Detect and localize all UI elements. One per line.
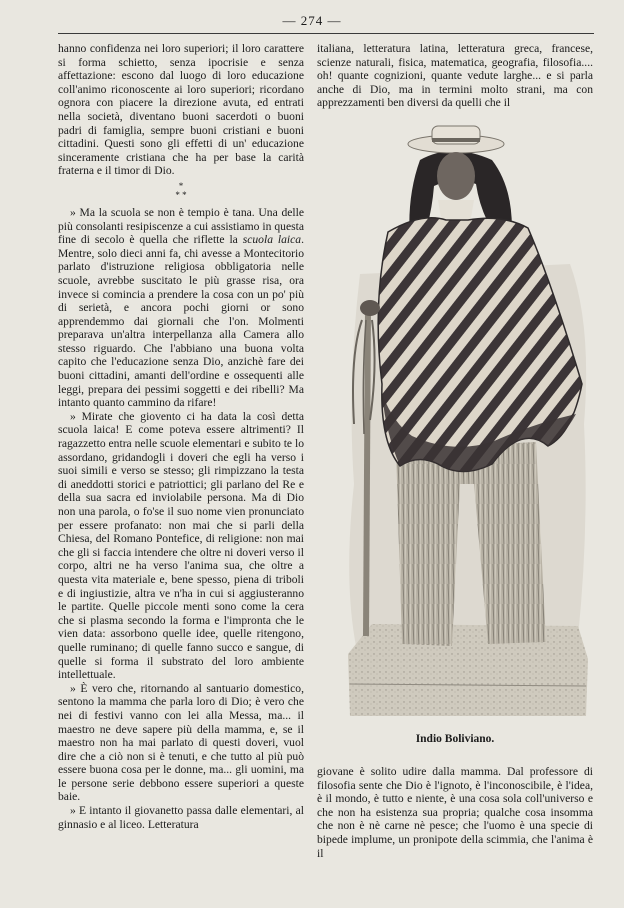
right-column-top: italiana, letteratura latina, letteratura greca, francese, scienze naturali, fisica, matematica, geografia, filosofia.... oh! quante cognizioni, quante vedute larghe... e si parla anche di Dio, ma in termini molto strani, ma con apprezzamenti ben diversi da quelli che il: [317, 42, 593, 110]
paragraph-2-start: » Ma la scuola se non è tempio è tana. Una delle più consolanti resipiscenze a cui assistiamo in questa fine di secolo è quella che riflette la: [58, 205, 304, 247]
paragraph-4: » È vero che, ritornando al santuario domestico, sentono la mamma che parla loro di Dio; è vero che nei di festivi vanno con lei alla Messa, ma... il maestro ne deve sapere più della mamma, e, se il maestro non ha mai parlato di questi doveri, vuol dire che a ciò non si è tenuti, e che tutto al più può essere buona cosa per le donne, ma... gli uomini, ma le persone serie debbono essere superiori a queste baie.: [58, 681, 304, 804]
header-rule: [58, 33, 594, 34]
paragraph-3: » Mirate che giovento ci ha data la così detta scuola laica! E come poteva essere altrimenti? Il ragazzetto entra nelle scuole elementari e subito te lo assordano, gridandogli i doveri che egli ha verso i suoi simili e verso se stesso; gli rimpizzano la testa di aneddotti storici e patriottici; gli parlano del Re e della sua sacra ed inviolabile persona. Ma di Dio non una parola, o fo'se il suo nome vien pronunciato per essere profanato: non mai che si parli della Chiesa, del Romano Pontefice, di religione: non mai che gli si faccia intendere che oltre ni doveri verso il corpo, altri ne ha verso l'anima sua, che oltre a questa vita materiale e, bene spesso, piena di triboli e di ingiustizie, altra ve n'ha in cui si aggiusteranno le partite. Quelle piccole menti sono come la cera che si plasma secondo la forma e l'impronta che le vien data: assorbono quelle idee, quelle ritengono, quelle ruminano; di quelle fanno succo e sangue, di quelle si forma il substrato del loro ambiente intellettuale.: [58, 409, 304, 682]
photo-caption: Indio Boliviano.: [415, 733, 495, 745]
section-separator: * * *: [175, 180, 187, 200]
paragraph-2: [58, 206, 304, 410]
right-column-bottom: giovane è solito udire dalla mamma. Dal professore di filosofia sente che Dio è l'ignoto, è l'inconoscibile, è l'idea, è il mondo, è tutto e niente, è una cosa sola coll'universo e che non ha esistenza sua propria; qualche cosa insomma che non è nè carne nè pesce; che l'uomo è una specie di bipede implume, un pronipote della scimmia, che l'anima è il: [317, 765, 593, 860]
photo-indio-boliviano: [342, 124, 592, 716]
paragraph-1: hanno confidenza nei loro superiori; il loro carattere si forma schietto, senza ipocrisie e senza affettazione: escono dal luogo di loro educazione coll'animo riconoscente ai loro superiori; ricordano ognora con piacere la direzione avuta, ed entrati nella società, diventano buoni sacerdoti o buoni padri di famiglia, sempre buoni cristiani e buoni cittadini. Questi sono gli effetti di un' educazione sinceramente cristiana che ha per base la carità fraterna e il timor di Dio.: [58, 42, 304, 178]
page-number: — 274 —: [282, 13, 342, 28]
paragraph-2-end: . Mentre, solo dieci anni fa, chi avesse a Montecitorio parlato d'istruzione religiosa obbligatoria nelle scuole, avrebbe suscitato le più grasse risa, ora invece si comincia a prendere la cosa con un po' più di serietà, e ancora pochi giorni or sono apprendemmo dai giornali che l'on. Molmenti preparava un'altra interpellanza alla Camera allo stesso riguardo. Che l'abbiano una buona volta capito che l'educazione senza Dio, anzichè fare dei buoni cittadini, amanti dell'ordine e ossequenti alle leggi, prepara dei pessimi soggetti e dei ribelli? Ma intanto quanto cammino da rifare!: [58, 233, 304, 410]
paragraph-5: » E intanto il giovanetto passa dalle elementari, al ginnasio e al liceo. Letteratura: [58, 804, 304, 831]
left-column: [58, 42, 304, 831]
italic-phrase: scuola laica: [242, 233, 302, 247]
